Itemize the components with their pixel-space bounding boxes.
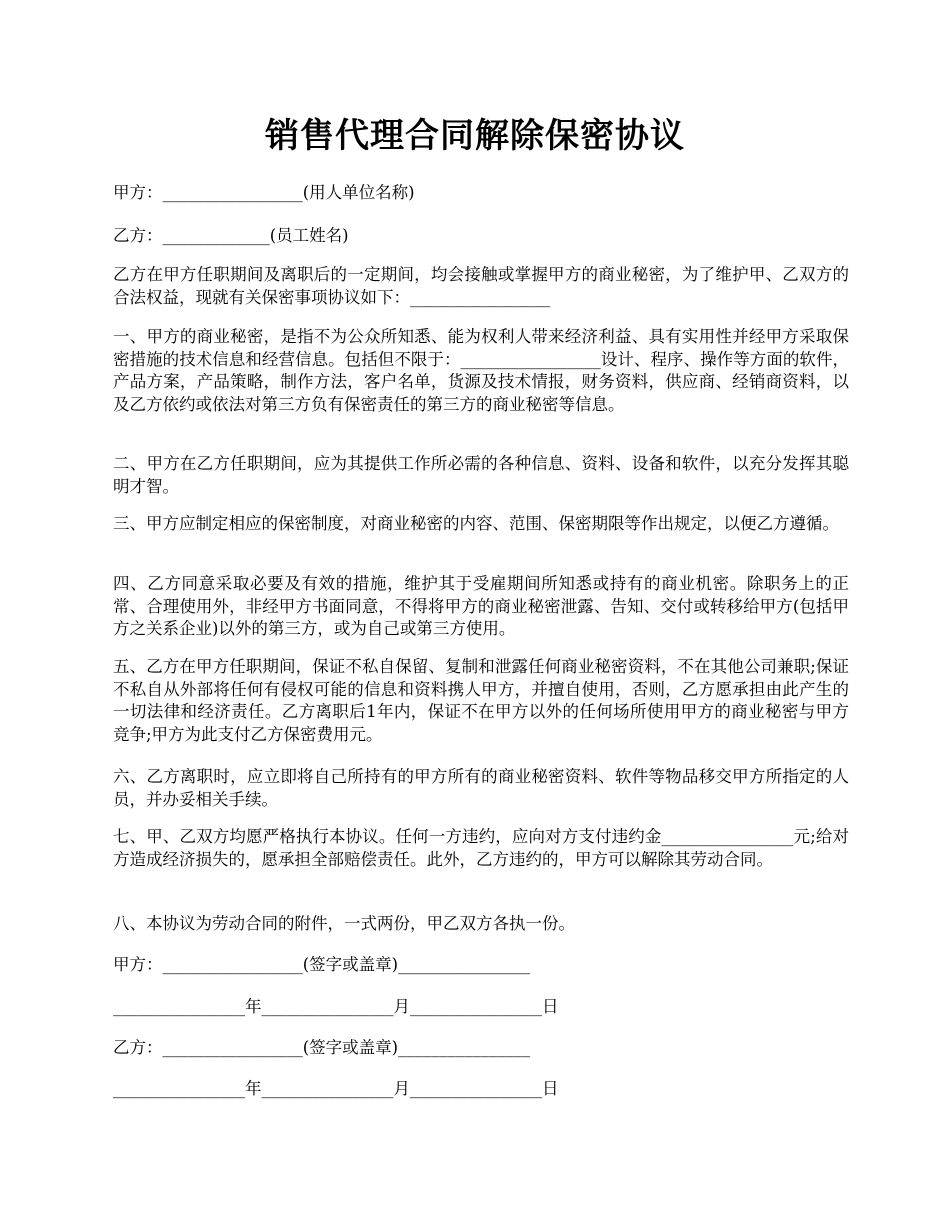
clause-2: 二、甲方在乙方任职期间，应为其提供工作所必需的各种信息、资料、设备和软件，以充分发挥其聪明才智。 (113, 454, 849, 496)
clause-6: 六、乙方离职时，应立即将自己所持有的甲方所有的商业秘密资料、软件等物品移交甲方所指定的人员，并办妥相关手续。 (113, 767, 849, 809)
sign-a-prefix: 甲方： (113, 955, 163, 974)
clause-4: 四、乙方同意采取必要及有效的措施，维护其于受雇期间所知悉或持有的商业机密。除职务上的正常、合理使用外，非经甲方书面同意，不得将甲方的商业秘密泄露、告知、交付或转移给甲方(包括甲方之关系企业)以外的第三方，或为自己或第三方使用。 (113, 574, 849, 638)
sign-b-prefix: 乙方： (113, 1038, 163, 1057)
date-b-month: 月 (393, 1079, 410, 1098)
date-b-blank-month: ________________ (261, 1079, 394, 1098)
sign-b-blank2: ________________ (398, 1038, 531, 1057)
date-b-year: 年 (245, 1079, 262, 1098)
clause-8: 八、本协议为劳动合同的附件，一式两份，甲乙双方各执一份。 (113, 914, 575, 933)
clause-7 (113, 826, 849, 871)
sign-a-blank2: ________________ (398, 955, 531, 974)
clause-1-part2: 设计、程序、操作等方面的软件，产品方案，产品策略，制作方法，客户名单，货源及技术情报，财务资料，供应商、经销商资料，以及乙方依约或依法对第三方负有保密责任的第三方的商业秘密等信息。 (113, 349, 850, 414)
intro-blank: _________________ (410, 287, 551, 307)
party-a-blank: _________________ (162, 183, 303, 202)
signature-party-a (113, 954, 849, 977)
clause-7-part2: 元;给对方造成经济损失的，愿承担全部赔偿责任。此外，乙方违约的，甲方可以解除其劳动合同。 (113, 827, 850, 869)
date-a-blank-day: ________________ (410, 997, 542, 1016)
intro-text: 乙方在甲方任职期间及离职后的一定期间，均会接触或掌握甲方的商业秘密，为了维护甲、乙双方的合法权益，现就有关保密事项协议如下： (113, 265, 849, 307)
sign-b-middle: (签字或盖章) (302, 1038, 399, 1057)
party-a-prefix: 甲方： (113, 183, 163, 202)
clause-3: 三、甲方应制定相应的保密制度，对商业秘密的内容、范围、保密期限等作出规定，以便乙方遵循。 (113, 514, 839, 533)
date-b-blank-year: ________________ (113, 1079, 245, 1098)
clause-7-blank1: ____________ (661, 827, 761, 846)
party-a-line (113, 182, 849, 205)
clause-1-part1: 一、甲方的商业秘密，是指不为公众所知悉、能为权利人带来经济利益、具有实用性并经甲方采取保密措施的技术信息和经营信息。包括但不限于： (113, 327, 849, 369)
clause-1-blank: _________________ (460, 349, 601, 369)
clause-7-part1: 七、甲、乙双方均愿严格执行本协议。任何一方违约，应向对方支付违约金 (113, 827, 662, 846)
party-b-prefix: 乙方： (113, 226, 163, 245)
party-a-suffix: (用人单位名称) (302, 183, 415, 202)
date-a-blank-month: ________________ (261, 997, 394, 1016)
date-party-a (113, 996, 849, 1019)
clause-5: 五、乙方在甲方任职期间，保证不私自保留、复制和泄露任何商业秘密资料，不在其他公司兼职;保证不私自从外部将任何有侵权可能的信息和资料携人甲方，并擅自使用，否则，乙方愿承担由此产生的一切法律和经济责任。乙方离职后1年内，保证不在甲方以外的任何场所使用甲方的商业秘密与甲方竞争;甲方为此支付乙方保密费用元。 (113, 657, 849, 744)
date-party-b (113, 1078, 849, 1101)
clause-7-blank2: ____ (760, 827, 794, 846)
date-b-day: 日 (542, 1079, 559, 1098)
sign-a-blank1: _________________ (162, 955, 303, 974)
date-a-day: 日 (542, 997, 559, 1016)
clause-1 (113, 326, 849, 416)
signature-party-b (113, 1037, 849, 1060)
date-a-month: 月 (393, 997, 410, 1016)
date-a-blank-year: ________________ (113, 997, 245, 1016)
date-b-blank-day: ________________ (410, 1079, 542, 1098)
sign-a-middle: (签字或盖章) (302, 955, 399, 974)
party-b-line (113, 225, 849, 248)
sign-b-blank1: _________________ (162, 1038, 303, 1057)
document-title: 销售代理合同解除保密协议 (265, 116, 685, 156)
party-b-suffix: (员工姓名) (269, 226, 349, 245)
party-b-blank: _____________ (162, 226, 270, 245)
intro-paragraph (113, 264, 849, 309)
date-a-year: 年 (245, 997, 262, 1016)
